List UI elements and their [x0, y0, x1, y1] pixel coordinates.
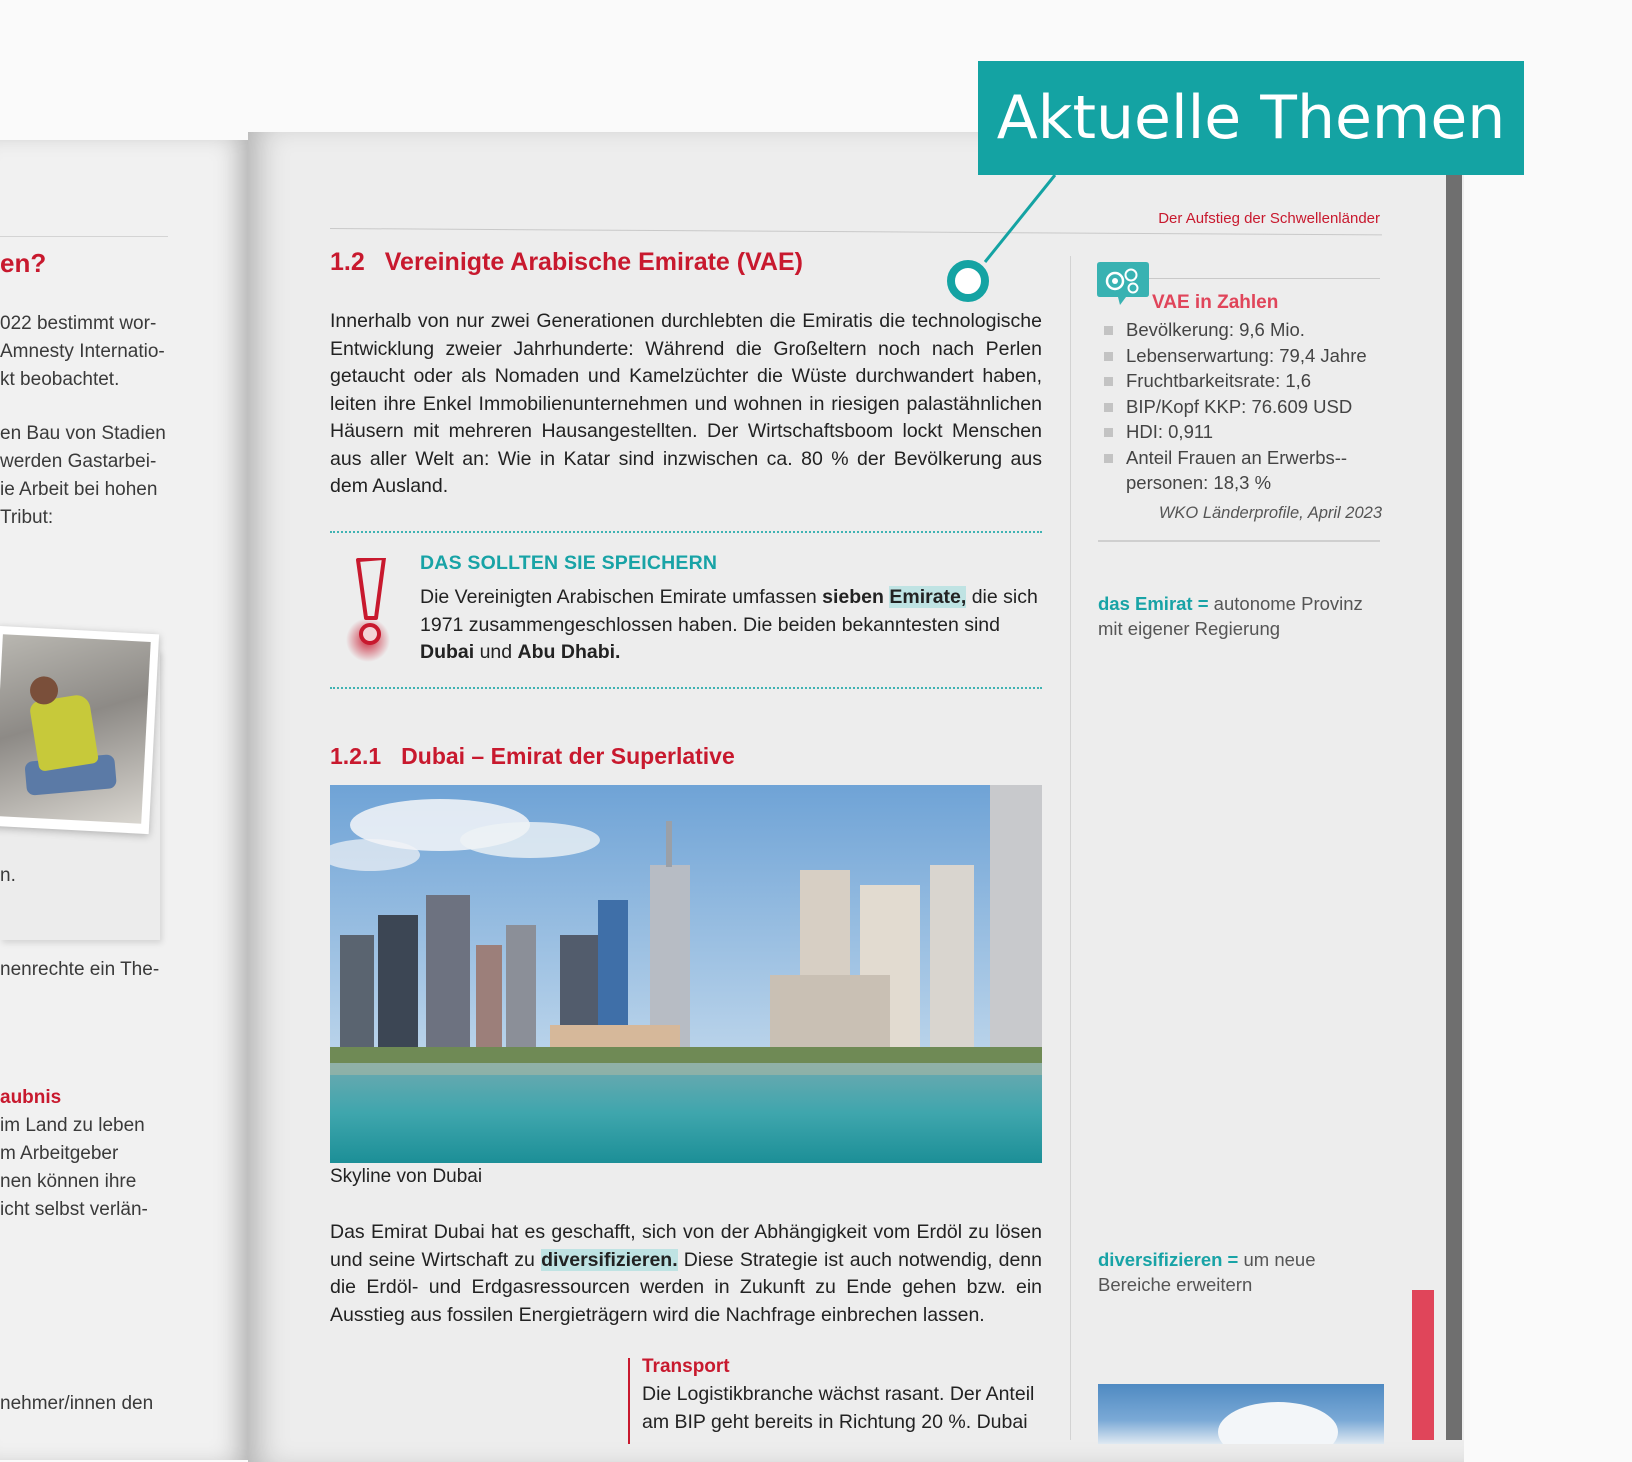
merken-divider-top: [330, 531, 1042, 533]
left-photo-frame: [0, 626, 159, 834]
running-head: Der Aufstieg der Schwellenländer: [1158, 210, 1380, 227]
stats-list: [1104, 317, 1394, 496]
subsection-title: Dubai – Emirat der Superlative: [401, 743, 735, 769]
dubai-skyline-photo: [330, 785, 1042, 1163]
callout-title: Aktuelle Themen: [996, 83, 1506, 153]
left-page: [0, 140, 248, 1460]
stats-item: Bevölkerung: 9,6 Mio.: [1104, 317, 1394, 343]
stats-item: Anteil Frauen an Erwerbs-personen: 18,3 %: [1104, 445, 1356, 496]
merken-divider-bottom: [330, 687, 1042, 689]
column-divider: [1070, 256, 1071, 1440]
stats-item: BIP/Kopf KKP: 76.609 USD: [1104, 394, 1394, 420]
stats-item: Lebenserwartung: 79,4 Jahre: [1104, 343, 1394, 369]
worker-photo: [0, 634, 151, 823]
glossary-diversifizieren: diversifizieren = um neue Bereiche erweitern: [1098, 1249, 1316, 1295]
left-page-paragraph: en Bau von Stadien werden Gastarbei- ie Arbeit bei hohen Tribut:: [0, 423, 166, 528]
left-page-paragraph: 022 bestimmt wor- Amnesty Internatio- kt beobachtet.: [0, 313, 165, 390]
left-page-rule: [0, 236, 168, 237]
glossary-emirat: das Emirat = autonome Provinz mit eigener Regierung: [1098, 593, 1363, 639]
stats-source: WKO Länderprofile, April 2023: [1158, 504, 1382, 522]
merken-text: Die Vereinigten Arabischen Emirate umfassen sieben Emirate, die sich 1971 zusammengeschlossen haben. Die beiden bekanntesten sind Dubai und Abu Dhabi.: [420, 586, 1038, 663]
gears-icon: [1096, 260, 1150, 306]
chapter-tab: [1412, 1290, 1434, 1440]
stats-title: VAE in Zahlen: [1152, 292, 1279, 313]
left-photo-caption: n.: [0, 865, 16, 886]
stats-item: Fruchtbarkeitsrate: 1,6: [1104, 368, 1394, 394]
section-number: 1.2: [330, 248, 365, 276]
glossary-term-emirate: Emirate,: [889, 586, 967, 608]
stats-item: HDI: 0,911: [1104, 419, 1394, 445]
transport-title: Transport: [642, 1356, 730, 1377]
transport-marker: [628, 1358, 630, 1444]
left-page-subheading: aubnis: [0, 1087, 62, 1108]
image-caption: Skyline von Dubai: [330, 1166, 483, 1187]
glossary-term-diversifizieren: diversifizieren.: [541, 1248, 678, 1271]
sidebar-rule: [1098, 540, 1380, 542]
subsection-paragraph: Das Emirat Dubai hat es geschafft, sich von der Abhängigkeit vom Erdöl zu lösen und seine Wirtschaft zu diversifizieren. Diese Strategie ist auch notwendig, denn die Erdöl- und Erdgasressourcen werden in Zukunft zu Ende gehen bzw. ein Ausstieg aus fossilen Energieträgern wird die Nachfrage einbrechen lassen.: [330, 1221, 1042, 1326]
subsection-heading: [330, 743, 735, 770]
left-page-paragraph: im Land zu leben m Arbeitgeber nen können ihre icht selbst verlän-: [0, 1115, 148, 1220]
section-heading: [330, 248, 803, 277]
section-title: Vereinigte Arabische Emirate (VAE): [384, 248, 803, 276]
left-page-heading: en?: [0, 248, 47, 278]
subsection-number: 1.2.1: [330, 743, 382, 769]
left-page-paragraph: nehmer/innen den: [0, 1393, 154, 1414]
page-edge: [1446, 170, 1462, 1440]
merken-title: DAS SOLLTEN SIE SPEICHERN: [420, 552, 718, 574]
transport-text: Die Logistikbranche wächst rasant. Der Anteil am BIP geht bereits in Richtung 20 %. Dubai: [642, 1383, 1035, 1433]
callout-banner: [978, 61, 1524, 175]
exclamation-icon: [344, 558, 396, 662]
sidebar-photo: [1098, 1384, 1384, 1444]
left-page-paragraph: nenrechte ein The-: [0, 959, 160, 980]
section-intro: Innerhalb von nur zwei Generationen durchlebten die Emiratis die technologische Entwicklung zweier Jahrhunderte: Während die Großeltern noch nach Perlen getaucht oder als Nomaden und Kamelzüchter die Wüste durchwandert haben, leiten ihre Enkel Immobilienunternehmen und wohnen in riesigen palastähnlichen Häusern mit mehreren Hausangestellten. Der Wirtschaftsboom lockt Menschen aus aller Welt an: Wie in Katar sind inzwischen ca. 80 % der Bevölkerung aus dem Ausland.: [330, 310, 1042, 497]
